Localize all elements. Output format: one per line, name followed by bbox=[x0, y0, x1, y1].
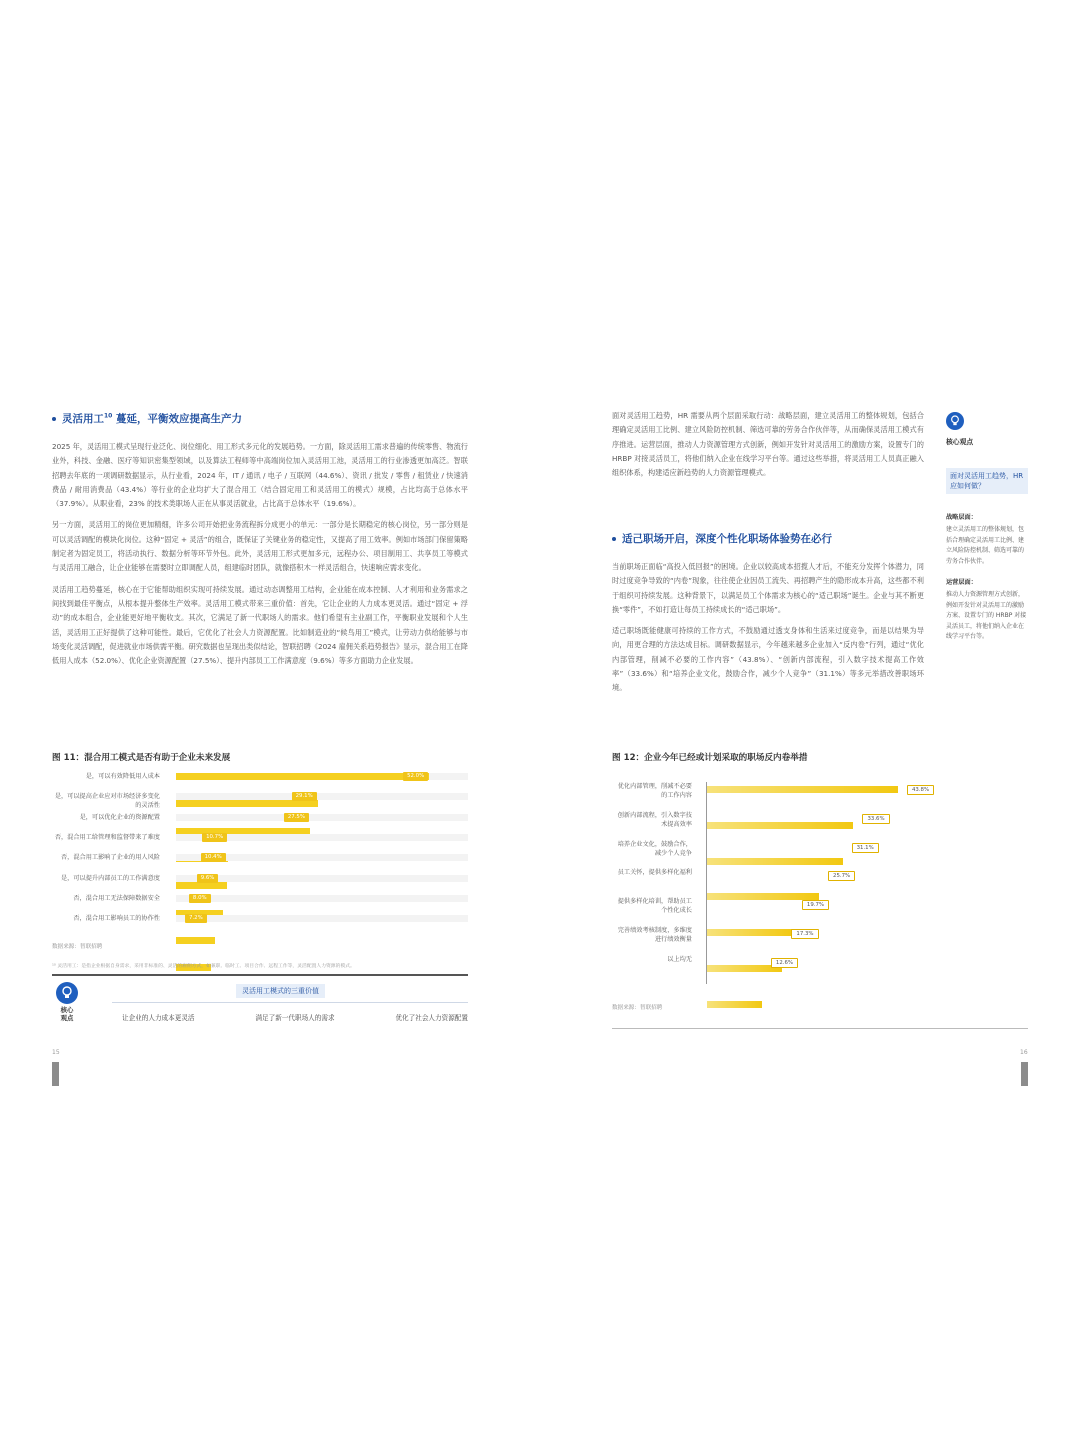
side-text: 推动人力资源管理方式创新，例如开发针对灵活用工的激励方案、设置专门的 HRBP 对接灵活员工，将他们纳入企业在线学习平台等。 bbox=[946, 591, 1027, 640]
box-item: 优化了社会人力资源配置 bbox=[395, 1014, 468, 1022]
figure-12-source: 数据来源：智联招聘 bbox=[612, 1005, 663, 1011]
chart-category-label: 否，混合用工无法保障数据安全 bbox=[73, 894, 160, 902]
core-view-label: 观点 bbox=[60, 1014, 74, 1022]
chart-bar-track bbox=[176, 895, 468, 902]
box-items bbox=[122, 1012, 468, 1022]
chart-value-label: 25.7% bbox=[828, 871, 855, 881]
chart-value-label: 7.2% bbox=[185, 914, 207, 923]
chart-bar bbox=[707, 822, 853, 829]
section-heading-self-workplace bbox=[612, 531, 832, 546]
chart-category-label: 否，混合用工给管理和监督带来了难度 bbox=[54, 833, 160, 841]
box-title: 灵活用工模式的三重价值 bbox=[236, 984, 325, 998]
chart-category-label: 员工关怀，提供多样化福利 bbox=[617, 869, 692, 877]
chart-bar bbox=[707, 1001, 762, 1008]
chart-category-label: 是，可以有效降低用人成本 bbox=[85, 773, 160, 780]
side-subheading: 战略层面： bbox=[946, 514, 977, 521]
chart-value-label: 8.0% bbox=[189, 894, 211, 903]
figure-11-title: 图 11：混合用工模式是否有助于企业未来发展 bbox=[52, 753, 231, 763]
chart-bar bbox=[707, 786, 898, 793]
chart-value-label: 29.1% bbox=[292, 792, 317, 801]
paragraph: 另一方面，灵活用工的岗位更加精细，许多公司开始把业务流程拆分成更小的单元：一部分是长期稳定的核心岗位，另一部分则是可以灵活调配的模块化岗位。这种“固定 + 灵活”的组合，既保证了关键业务的稳定性，又提高了用工效率。例如市场部门保留策略制定者为固定员工，将活动执行、数据分析等环节外包。此外，灵活用工形式更加多元，远程办公、项目制用工、共享员工等模式与灵活用工融合，让企业能够在需要时立即调配人员，组建临时团队，就像搭积木一样灵活组合，快速响应需求变化。 bbox=[52, 520, 468, 573]
figure-12-chart bbox=[612, 784, 928, 984]
right-body-top bbox=[612, 409, 924, 487]
chart-bar-track bbox=[176, 915, 468, 922]
chart-category-label: 培养企业文化，鼓励合作，减少个人竞争 bbox=[617, 840, 692, 857]
chart-value-label: 12.6% bbox=[771, 958, 798, 968]
chart-category-label: 是，可以优化企业的资源配置 bbox=[79, 813, 160, 821]
footnote: ¹⁰ 灵活用工：是指企业根据自身需求，采用非标准的、灵活的雇佣方式，如兼职、临时工、项目合作、远程工作等，灵活配置人力资源的模式。 bbox=[52, 964, 355, 969]
chart-value-label: 43.8% bbox=[907, 785, 934, 795]
chart-value-label: 27.5% bbox=[284, 813, 309, 822]
figure-11-source: 数据来源：智联招聘 bbox=[52, 944, 103, 950]
left-body bbox=[52, 440, 468, 675]
footnote-ref: 10 bbox=[104, 412, 113, 420]
chart-value-label: 10.7% bbox=[202, 833, 227, 842]
paragraph: 面对灵活用工趋势，HR 需要从两个层面采取行动：战略层面，建立灵活用工的整体规划，包括合理确定灵活用工比例、建立风险防控机制、筛选可靠的劳务合作伙伴等，从而确保灵活用工模式有序推进。运营层面，推动人力资源管理方式创新，例如开发针对灵活用工的激励方案，设置专门的 HRBP 对接灵活员工，将他们纳入企业在线学习平台等。通过这些举措，将灵活用工人员真正融入组织体系，构建适应新趋势的人力资源管理模式。 bbox=[612, 411, 924, 478]
lightbulb-icon bbox=[56, 982, 78, 1004]
box-item: 让企业的人力成本更灵活 bbox=[122, 1014, 195, 1022]
chart-value-label: 52.0% bbox=[403, 772, 428, 781]
bullet-icon bbox=[612, 537, 616, 541]
core-view-box bbox=[52, 982, 468, 1028]
side-panel bbox=[946, 412, 1028, 643]
chart-value-label: 19.7% bbox=[802, 900, 829, 910]
chart-category-label: 提供多样化培训，帮助员工个性化成长 bbox=[617, 898, 692, 915]
lightbulb-icon bbox=[946, 412, 964, 430]
chart-category-label: 创新内部流程，引入数字技术提高效率 bbox=[617, 811, 692, 828]
section-heading-flexible-work bbox=[52, 411, 242, 426]
paragraph: 灵活用工趋势蔓延，核心在于它能帮助组织实现可持续发展。通过动态调整用工结构，企业能在成本控制、人才利用和业务需求之间找到最佳平衡点，从根本提升整体生产效率。灵活用工模式带来三重价值：首先，它让企业的人力成本更灵活。通过“固定 + 浮动”的成本组合，企业能更好地平衡收支。其次，它满足了新一代职场人的需求。他们希望有主业副工作，平衡职业发展和个人生活，灵活用工正好提供了这种可能性。最后，它优化了社会人力资源配置。比如制造业的“候鸟用工”模式，让劳动力供给能够与市场变化灵活调配，促进就业市场供需平衡。研究数据也呈现出类似结论，智联招聘《2024 雇佣关系趋势报告》显示，混合用工在降低用人成本（52.0%）、优化企业资源配置（27.5%）、提升内部员工工作满意度（9.6%）等多方面助力企业发展。 bbox=[52, 584, 468, 666]
chart-category-label: 是，可以提升内部员工的工作满意度 bbox=[61, 874, 160, 882]
side-subheading: 运营层面： bbox=[946, 579, 977, 586]
chart-category-label: 否，混合用工影响了企业的用人风险 bbox=[61, 854, 160, 862]
chart-category-label: 以上均无 bbox=[667, 955, 692, 963]
chart-bar-track bbox=[176, 814, 468, 821]
side-heading: 核心观点 bbox=[946, 438, 974, 446]
divider bbox=[52, 974, 468, 976]
paragraph: 适己职场既能健康可持续的工作方式，不鼓励通过透支身体和生活来过度竞争，而是以结果为导向，用更合理的方法达成目标。调研数据显示，今年越来越多企业加入“反内卷”行列，通过“优化内部管理，削减不必要的工作内容”（43.8%）、“创新内部流程，引入数字技术提高工作效率”（33.6%）和“培养企业文化，鼓励合作，减少个人竞争”（31.1%）等多元举措改善职场环境。 bbox=[612, 626, 924, 693]
chart-bar bbox=[176, 882, 227, 889]
chart-value-label: 17.3% bbox=[791, 929, 818, 939]
chart-value-label: 10.4% bbox=[201, 853, 226, 862]
chart-bar bbox=[176, 937, 215, 944]
chart-axis-line bbox=[706, 782, 707, 984]
chart-bar bbox=[707, 858, 843, 865]
box-item: 满足了新一代职场人的需求 bbox=[255, 1014, 335, 1022]
chart-bar-track bbox=[176, 875, 468, 882]
side-question: 面对灵活用工趋势，HR 应如何做？ bbox=[946, 468, 1028, 494]
chart-category-label: 优化内部管理，削减不必要的工作内容 bbox=[617, 783, 692, 799]
side-text: 建立灵活用工的整体规划，包括合理确定灵活用工比例、建立风险防控机制、筛选可靠的劳务合作伙伴。 bbox=[946, 526, 1025, 565]
paragraph: 当前职场正面临“高投入低回报”的困境。企业以较高成本招揽人才后，不能充分发挥个体潜力，同时过度竞争导致的“内卷”现象，往往使企业因员工流失、再招聘产生的隐形成本升高，这些都不利于组织可持续发展。这种背景下，以满足员工个体需求为核心的“适己职场”诞生。企业与其不断更换“零件”，不如打造让每员工持续成长的“适己职场”。 bbox=[612, 562, 924, 614]
page-number-left: 15 bbox=[52, 1049, 60, 1056]
paragraph: 2025 年，灵活用工模式呈现行业泛化、岗位细化、用工形式多元化的发展趋势。一方面，除灵活用工需求普遍的传统零售、物流行业外，科技、金融、医疗等知识密集型领域，以及算法工程师等中高端岗位加入灵活用工池，灵活用工的行业渗透更加高泛。智联招聘去年底的一项调研数据显示，从行业看，2024 年，IT / 通讯 / 电子 / 互联网（44.6%）、资讯 / 批发 / 零售 / 租赁业 / 快速消费品 / 耐用消费品（43.4%）等行业的企业均扩大了混合用工（结合固定用工和灵活用工的模式）规模，占比均高于总体水平（37.9%）。从职业看，23% 的技术类职场人正在从事灵活就业，占比高于总体水平（19.6%）。 bbox=[52, 442, 468, 509]
chart-category-label: 是，可以提高企业应对市场经济多变化的灵活性 bbox=[54, 793, 160, 810]
page-number-right: 16 bbox=[1020, 1049, 1028, 1056]
page-marker-left bbox=[52, 1062, 59, 1086]
right-body bbox=[612, 560, 924, 703]
chart-bar bbox=[707, 929, 793, 936]
chart-value-label: 31.1% bbox=[852, 843, 879, 853]
heading-part: 蔓延，平衡效应提高生产力 bbox=[116, 413, 243, 425]
chart-value-label: 33.6% bbox=[862, 814, 889, 824]
core-view-badge bbox=[56, 982, 78, 1022]
divider bbox=[612, 1028, 1028, 1029]
chart-category-label: 否，混合用工影响员工的协作性 bbox=[73, 915, 160, 923]
chart-category-label: 完善绩效考核制度，多维度进行绩效衡量 bbox=[617, 927, 692, 943]
figure-12-title: 图 12：企业今年已经或计划采取的职场反内卷举措 bbox=[612, 753, 808, 763]
chart-bar bbox=[176, 773, 429, 780]
box-divider bbox=[112, 1002, 468, 1003]
page-marker-right bbox=[1021, 1062, 1028, 1086]
heading-text: 适己职场开启，深度个性化职场体验势在必行 bbox=[622, 533, 832, 545]
chart-value-label: 9.6% bbox=[197, 874, 219, 883]
chart-bar-track bbox=[176, 793, 468, 800]
figure-11-chart bbox=[52, 772, 472, 932]
heading-part: 灵活用工 bbox=[62, 413, 104, 425]
core-view-label: 核心 bbox=[60, 1006, 74, 1014]
bullet-icon bbox=[52, 417, 56, 421]
chart-bar bbox=[176, 800, 318, 807]
